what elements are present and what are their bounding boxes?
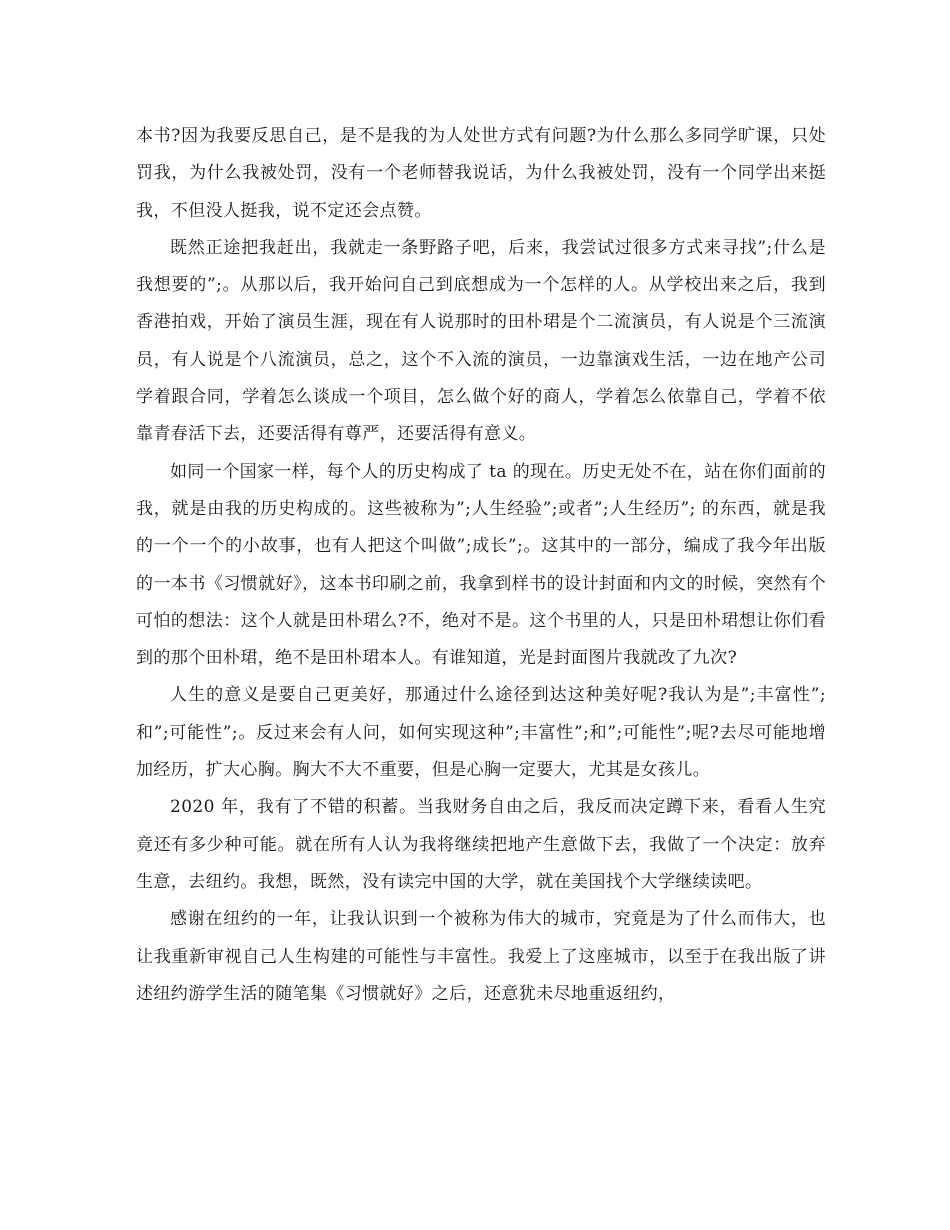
paragraph-4: 人生的意义是要自己更美好，那通过什么途径到达这种美好呢?我认为是”;丰富性”;和”;可能性”;。反过来会有人问，如何实现这种”;丰富性”;和”;可能性”;呢?去尽可能地增加经历，扩大心胸。胸大不大不重要，但是心胸一定要大，尤其是女孩儿。 xyxy=(136,685,826,781)
paragraph-2: 既然正途把我赶出，我就走一条野路子吧，后来，我尝试过很多方式来寻找”;什么是我想要的”;。从那以后，我开始问自己到底想成为一个怎样的人。从学校出来之后，我到香港拍戏，开始了演员生涯，现在有人说那时的田朴珺是个二流演员，有人说是个三流演员，有人说是个八流演员，总之，这个不入流的演员，一边靠演戏生活，一边在地产公司学着跟合同，学着怎么谈成一个项目，怎么做个好的商人，学着怎么依靠自己，学着不依靠青春活下去，还要活得有尊严，还要活得有意义。 xyxy=(136,237,826,445)
document-body xyxy=(136,118,826,1013)
paragraph-6: 感谢在纽约的一年，让我认识到一个被称为伟大的城市，究竟是为了什么而伟大，也让我重新审视自己人生构建的可能性与丰富性。我爱上了这座城市，以至于在我出版了讲述纽约游学生活的随笔集《习惯就好》之后，还意犹未尽地重返纽约， xyxy=(136,909,826,1004)
paragraph-5: 2020 年，我有了不错的积蓄。当我财务自由之后，我反而决定蹲下来，看看人生究竟还有多少种可能。就在所有人认为我将继续把地产生意做下去，我做了一个决定：放弃生意，去纽约。我想，既然，没有读完中国的大学，就在美国找个大学继续读吧。 xyxy=(136,797,826,892)
paragraph-3: 如同一个国家一样，每个人的历史构成了 ta 的现在。历史无处不在，站在你们面前的我，就是由我的历史构成的。这些被称为”;人生经验”;或者”;人生经历”; 的东西，就是我的一个一个的小故事，也有人把这个叫做”;成长”;。这其中的一部分，编成了我今年出版的一本书《习惯就好》，这本书印刷之前，我拿到样书的设计封面和内文的时候，突然有个可怕的想法：这个人就是田朴珺么?不，绝对不是。这个书里的人，只是田朴珺想让你们看到的那个田朴珺，绝不是田朴珺本人。有谁知道，光是封面图片我就改了九次? xyxy=(136,461,826,669)
paragraph-1: 本书?因为我要反思自己，是不是我的为人处世方式有问题?为什么那么多同学旷课，只处罚我，为什么我被处罚，没有一个老师替我说话，为什么我被处罚，没有一个同学出来挺我，不但没人挺我，说不定还会点赞。 xyxy=(136,126,826,221)
